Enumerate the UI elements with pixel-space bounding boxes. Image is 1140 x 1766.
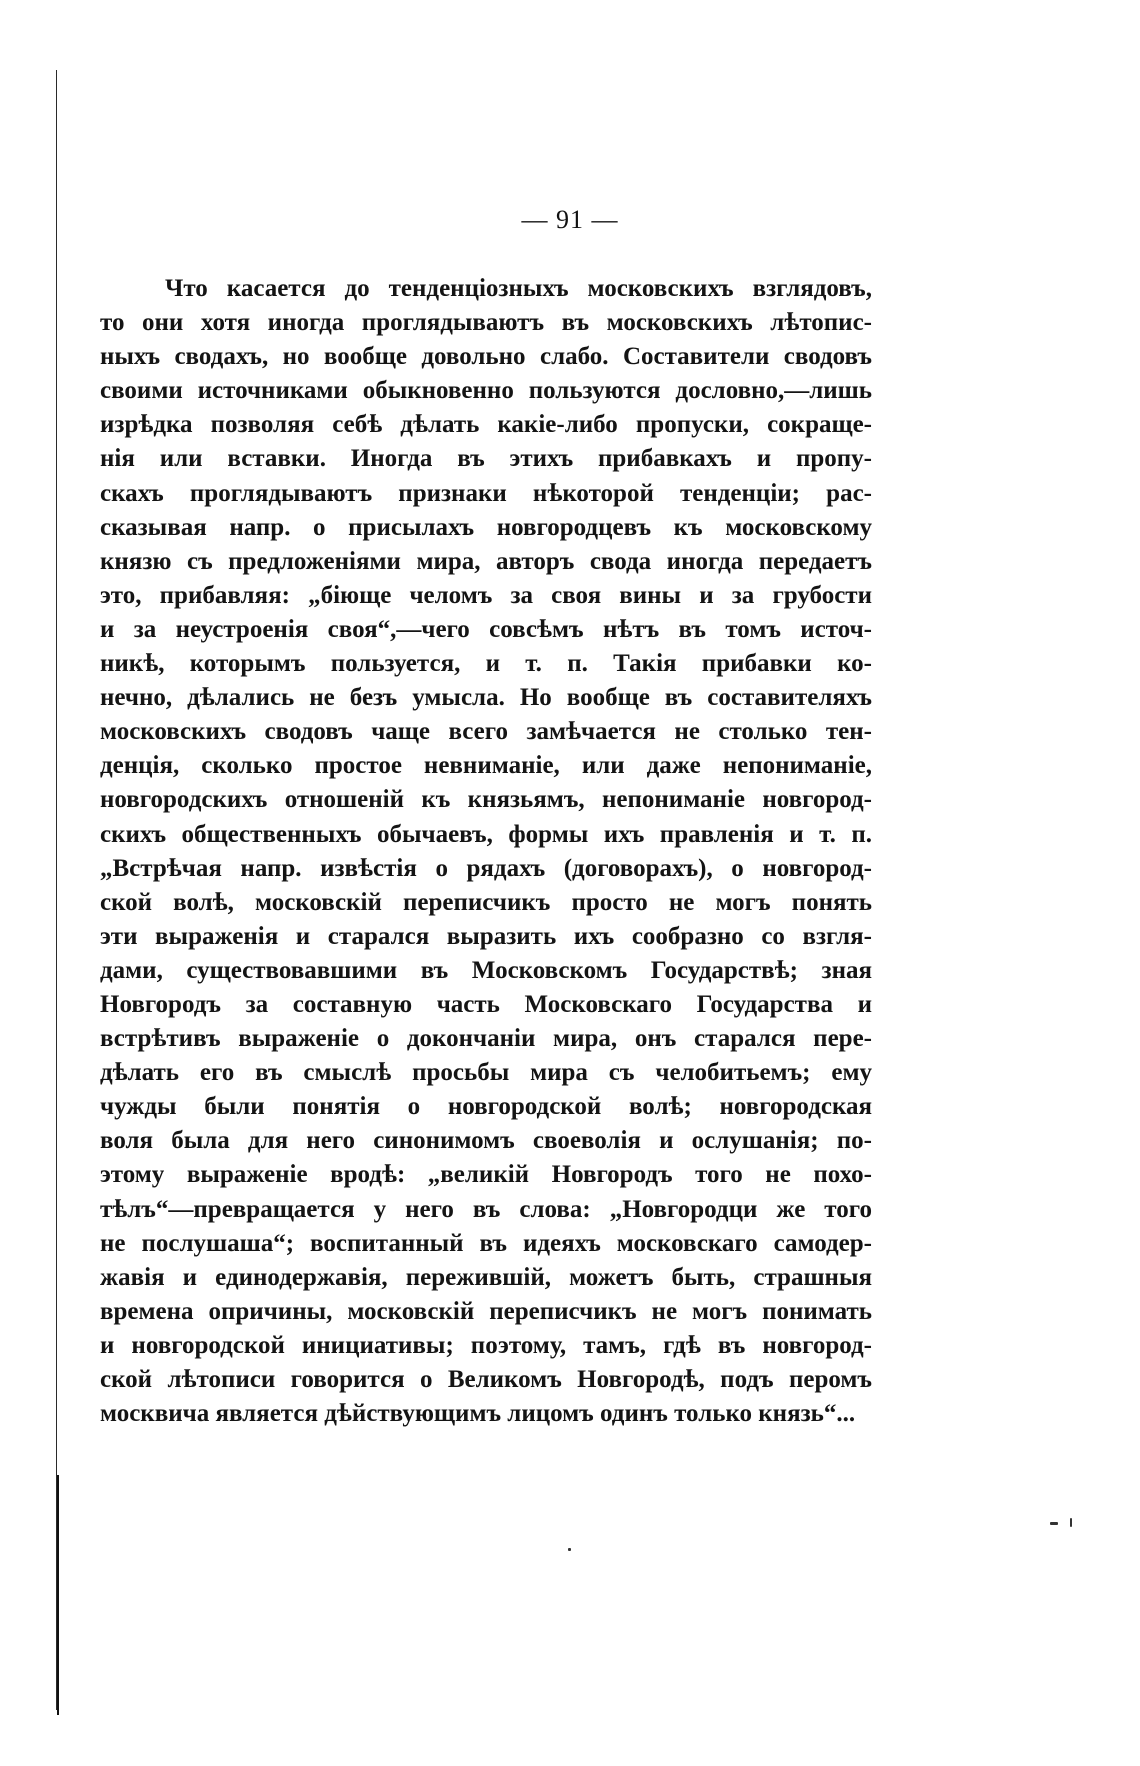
text-line: денція, сколько простое невниманіе, или даже непониманіе, (100, 752, 872, 780)
text-line: этому выраженіе вродѣ: „великій Новгородъ того не похо- (100, 1161, 872, 1189)
text-line: эти выраженія и старался выразить ихъ сообразно со взгля- (100, 922, 872, 950)
text-line: и новгородской инициативы; поэтому, тамъ, гдѣ въ новгород- (100, 1331, 872, 1359)
text-line: тѣлъ“—превращается у него въ слова: „Новгородци же того (100, 1195, 872, 1223)
text-line: дѣлать его въ смыслѣ просьбы мира съ челобитьемъ; ему (100, 1059, 872, 1087)
text-line: ской волѣ, московскій переписчикъ просто не могъ понять (100, 888, 872, 916)
text-line: ской лѣтописи говорится о Великомъ Новгородѣ, подъ перомъ (100, 1366, 872, 1393)
text-line: московскихъ сводовъ чаще всего замѣчается не столько тен- (100, 718, 872, 746)
body-paragraph (100, 272, 872, 1431)
page-binding-edge-dark (57, 1475, 59, 1715)
text-line: сказывая напр. о присылахъ новгородцевъ къ московскому (100, 513, 872, 541)
text-line: нія или вставки. Иногда въ этихъ прибавкахъ и пропу- (100, 445, 872, 473)
text-line: новгородскихъ отношеній къ князьямъ, непониманіе новгород- (100, 786, 872, 814)
text-line: жавія и единодержавія, пережившій, можетъ быть, страшныя (100, 1263, 872, 1291)
page-number: — 91 — (521, 205, 619, 234)
text-line: дами, существовавшими въ Московскомъ Государствѣ; зная (100, 956, 872, 984)
text-line: ныхъ сводахъ, но вообще довольно слабо. Составители сводовъ (100, 343, 872, 371)
text-line: не послушаша“; воспитанный въ идеяхъ московскаго самодер- (100, 1229, 872, 1257)
text-line: своими источниками обыкновенно пользуются дословно,—лишь (100, 377, 872, 405)
text-line: москвича является дѣйствующимъ лицомъ одинъ только князь“... (100, 1400, 856, 1428)
page-binding-edge (56, 70, 57, 1710)
text-line: чужды были понятія о новгородской волѣ; новгородская (100, 1093, 872, 1121)
text-line: и за неустроенія своя“,—чего совсѣмъ нѣтъ въ томъ источ- (100, 615, 872, 643)
text-line: изрѣдка позволяя себѣ дѣлать какіе-либо пропуски, сокраще- (100, 411, 872, 439)
text-line: скихъ общественныхъ обычаевъ, формы ихъ правленія и т. п. (100, 820, 872, 848)
text-line: князю съ предложеніями мира, авторъ свода иногда передаетъ (100, 547, 872, 575)
text-line: Новгородъ за составную часть Московскаго Государства и (100, 990, 872, 1018)
text-line: то они хотя иногда проглядываютъ въ московскихъ лѣтопис- (100, 309, 872, 337)
text-line: „Встрѣчая напр. извѣстія о рядахъ (договорахъ), о новгород- (100, 854, 872, 882)
text-line: Что касается до тенденціозныхъ московскихъ взглядовъ, (165, 275, 872, 302)
text-line: скахъ проглядываютъ признаки нѣкоторой тенденціи; рас- (100, 479, 872, 507)
print-speck (1070, 1518, 1072, 1527)
text-line: нечно, дѣлались не безъ умысла. Но вообще въ составителяхъ (100, 684, 872, 712)
print-speck (568, 1548, 571, 1551)
text-line: встрѣтивъ выраженіе о докончаніи мира, онъ старался пере- (100, 1025, 872, 1053)
print-speck (1050, 1522, 1058, 1525)
text-line: времена опричины, московскій переписчикъ не могъ понимать (100, 1297, 872, 1325)
text-line: это, прибавляя: „біюще челомъ за своя вины и за грубости (100, 581, 872, 609)
text-line: никѣ, которымъ пользуется, и т. п. Такія прибавки ко- (100, 650, 872, 678)
text-line: воля была для него синонимомъ своеволія и ослушанія; по- (100, 1127, 872, 1155)
